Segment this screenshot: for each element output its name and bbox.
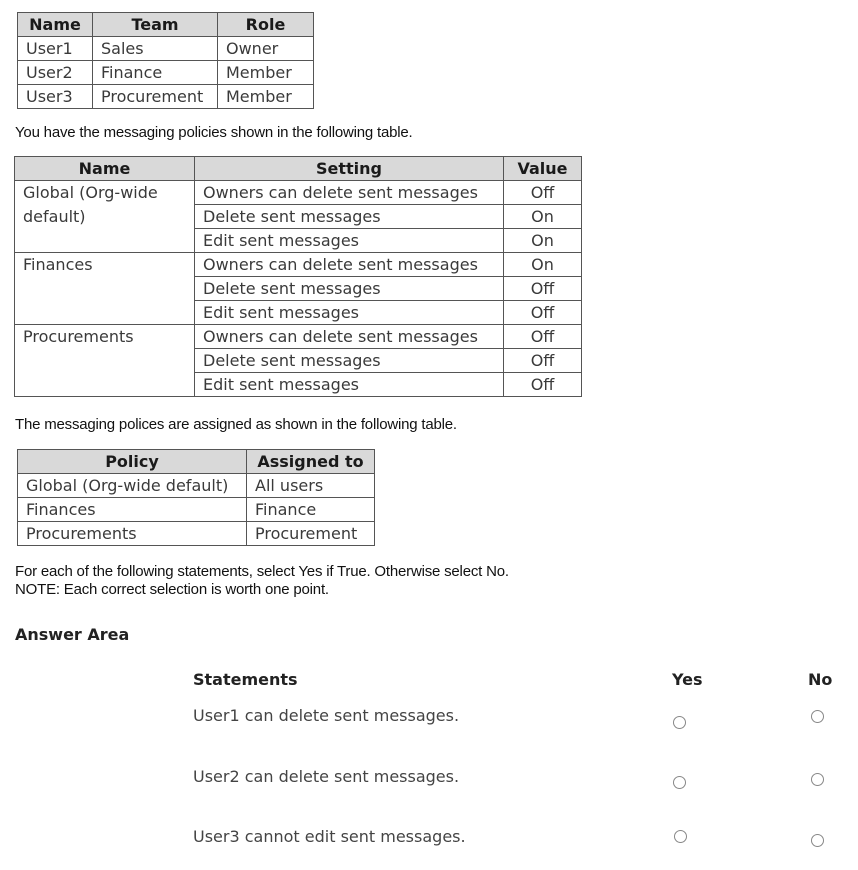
- cell-role: Member: [218, 85, 314, 109]
- cell-setting: Delete sent messages: [195, 349, 504, 373]
- policy-name-global: [15, 181, 195, 253]
- statement-3-no-radio[interactable]: [811, 834, 824, 847]
- column-header-value: Value: [504, 157, 582, 181]
- cell-role: Owner: [218, 37, 314, 61]
- column-header-setting: Setting: [195, 157, 504, 181]
- statement-1-yes-radio[interactable]: [673, 716, 686, 729]
- cell-value: On: [504, 253, 582, 277]
- cell-value: Off: [504, 277, 582, 301]
- table-row: [18, 61, 314, 85]
- cell-value: Off: [504, 325, 582, 349]
- cell-value: Off: [504, 349, 582, 373]
- table-row: [18, 474, 375, 498]
- table-header-row: [15, 157, 582, 181]
- cell-policy: Procurements: [18, 522, 247, 546]
- column-header-name: Name: [15, 157, 195, 181]
- policy-name-line: default): [23, 207, 86, 226]
- column-header-policy: Policy: [18, 450, 247, 474]
- policy-name-procurements: Procurements: [15, 325, 195, 397]
- yes-header: Yes: [672, 670, 703, 689]
- statement-1-text: User1 can delete sent messages.: [193, 706, 460, 725]
- cell-policy: Finances: [18, 498, 247, 522]
- table-header-row: [18, 13, 314, 37]
- cell-assigned-to: Procurement: [247, 522, 375, 546]
- policies-intro-text: You have the messaging policies shown in the following table.: [15, 124, 413, 141]
- statement-2-text: User2 can delete sent messages.: [193, 767, 460, 786]
- cell-role: Member: [218, 61, 314, 85]
- cell-setting: Edit sent messages: [195, 301, 504, 325]
- table-row: [18, 498, 375, 522]
- users-table: [17, 12, 314, 109]
- assignments-intro-text: The messaging polices are assigned as shown in the following table.: [15, 416, 457, 433]
- instructions-text: For each of the following statements, select Yes if True. Otherwise select No.: [15, 563, 509, 580]
- note-text: NOTE: Each correct selection is worth one point.: [15, 581, 329, 598]
- messaging-policies-table: [14, 156, 582, 397]
- cell-name: User3: [18, 85, 93, 109]
- cell-setting: Delete sent messages: [195, 205, 504, 229]
- cell-team: Sales: [93, 37, 218, 61]
- cell-value: Off: [504, 301, 582, 325]
- table-row: [15, 181, 582, 205]
- table-header-row: [18, 450, 375, 474]
- cell-value: On: [504, 205, 582, 229]
- table-row: [18, 522, 375, 546]
- table-row: [18, 37, 314, 61]
- policy-assignments-table: [17, 449, 375, 546]
- table-row: [15, 253, 582, 277]
- cell-policy: Global (Org-wide default): [18, 474, 247, 498]
- statement-3-text: User3 cannot edit sent messages.: [193, 827, 466, 846]
- cell-name: User1: [18, 37, 93, 61]
- statement-2-no-radio[interactable]: [811, 773, 824, 786]
- cell-setting: Owners can delete sent messages: [195, 325, 504, 349]
- column-header-assigned-to: Assigned to: [247, 450, 375, 474]
- statements-header: Statements: [193, 670, 298, 689]
- cell-setting: Edit sent messages: [195, 229, 504, 253]
- statement-2-yes-radio[interactable]: [673, 776, 686, 789]
- cell-setting: Owners can delete sent messages: [195, 253, 504, 277]
- policy-name-line: Global (Org-wide: [23, 183, 158, 202]
- no-header: No: [808, 670, 833, 689]
- column-header-name: Name: [18, 13, 93, 37]
- cell-team: Procurement: [93, 85, 218, 109]
- cell-assigned-to: All users: [247, 474, 375, 498]
- cell-value: Off: [504, 373, 582, 397]
- answer-area-title: Answer Area: [15, 625, 130, 644]
- cell-setting: Owners can delete sent messages: [195, 181, 504, 205]
- table-row: [18, 85, 314, 109]
- column-header-team: Team: [93, 13, 218, 37]
- table-row: [15, 325, 582, 349]
- cell-value: On: [504, 229, 582, 253]
- column-header-role: Role: [218, 13, 314, 37]
- cell-assigned-to: Finance: [247, 498, 375, 522]
- cell-team: Finance: [93, 61, 218, 85]
- cell-setting: Edit sent messages: [195, 373, 504, 397]
- policy-name-finances: Finances: [15, 253, 195, 325]
- statement-3-yes-radio[interactable]: [674, 830, 687, 843]
- cell-setting: Delete sent messages: [195, 277, 504, 301]
- statement-1-no-radio[interactable]: [811, 710, 824, 723]
- cell-value: Off: [504, 181, 582, 205]
- cell-name: User2: [18, 61, 93, 85]
